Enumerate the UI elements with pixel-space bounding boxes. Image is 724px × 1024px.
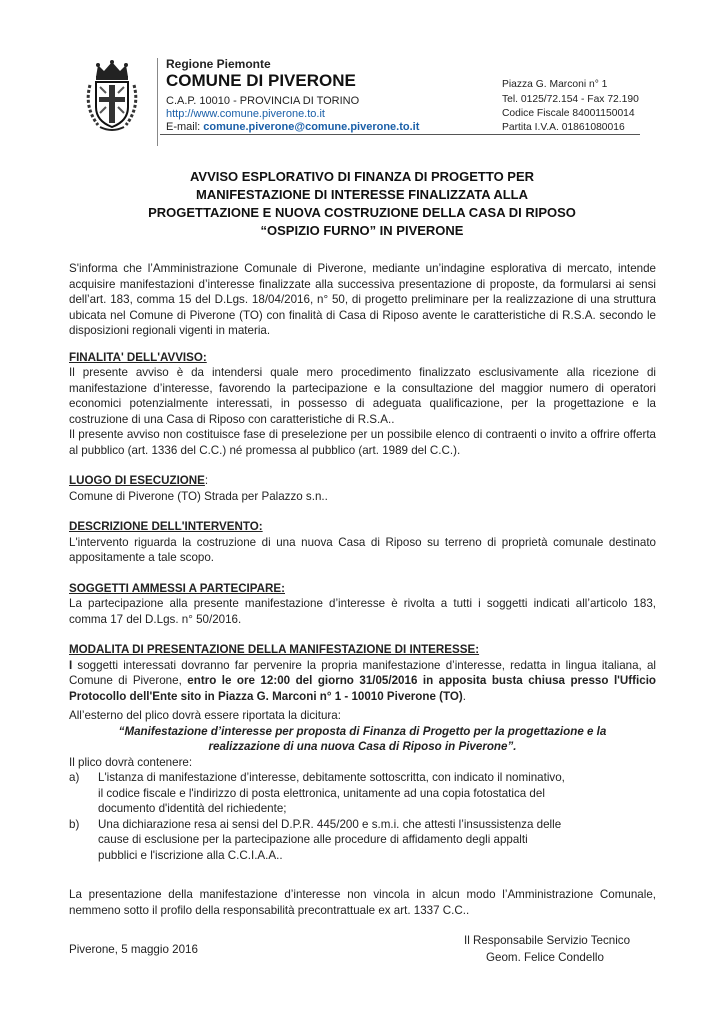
section-heading-modalita: MODALITA DI PRESENTAZIONE DELLA MANIFESTAZIONE DI INTERESSE: <box>69 643 480 656</box>
list-item-line: L'istanza di manifestazione d’interesse, debitamente sottoscritta, con indicato il nominativo, <box>98 771 565 784</box>
luogo-heading-colon: : <box>204 474 209 487</box>
modalita-deadline: entro le ore 12:00 del giorno 31/05/2016 in apposita busta chiusa presso l'Ufficio Protocollo dell'Ente sito in Piazza G. Marconi n° 1 - 10010 Piverone (TO) <box>69 674 656 703</box>
signatory-name: Geom. Felice Condello <box>486 950 604 964</box>
closing-paragraph: La presentazione della manifestazione d’interesse non vincola in alcun modo l’Amministrazione Comunale, nemmeno sotto il profilo della responsabilità precontrattuale ex art. 1337 C.C.. <box>69 888 656 917</box>
header-vertical-rule <box>157 58 158 146</box>
tax-code: Codice Fiscale 84001150014 <box>502 108 635 119</box>
envelope-wording-line: realizzazione di una nuova Casa di Riposo in Piverone”. <box>208 740 517 753</box>
email-link[interactable]: comune.piverone@comune.piverone.to.it <box>203 121 420 133</box>
email-label: E-mail: <box>166 121 204 133</box>
signature-block <box>464 933 630 966</box>
title-line: PROGETTAZIONE E NUOVA COSTRUZIONE DELLA CASA DI RIPOSO <box>148 205 576 220</box>
envelope-wording-line: “Manifestazione d’interesse per proposta di Finanza di Progetto per la progettazione e la <box>118 724 607 738</box>
soggetti-text: La partecipazione alla presente manifestazione d’interesse è rivolta a tutti i soggetti indicati all’articolo 183, comma 17 del D.Lgs. n° 50/2016. <box>69 597 656 626</box>
descrizione-text: L'intervento riguarda la costruzione di una nuova Casa di Riposo su terreno di proprietà comunale destinato appositamente a tale scopo. <box>69 535 656 564</box>
list-marker: a) <box>69 771 80 784</box>
finalita-paragraph: Il presente avviso è da intendersi quale mero procedimento finalizzato esclusivamente alla ricezione di manifestazione d’interesse, favorendo la partecipazione e la consultazione del maggior numero di operatori economici potenzialmente interessati, in possesso di adeguata qualificazione, per la progettazione e la costruzione di una Casa di Riposo con caratteristiche di R.S.A.. <box>69 366 656 426</box>
modalita-text: soggetti interessati dovranno far pervenire la propria manifestazione d’interesse, redatta in lingua italiana, al Comune di Piverone, <box>69 658 656 687</box>
modalita-text-end: . <box>462 689 466 703</box>
section-heading-soggetti: SOGGETTI AMMESSI A PARTECIPARE: <box>69 581 285 595</box>
section-heading-descrizione: DESCRIZIONE DELL'INTERVENTO: <box>69 520 263 533</box>
list-item-line: cause di esclusione per la partecipazione alle procedure di affidamento degli appalti <box>98 833 528 846</box>
place-and-date: Piverone, 5 maggio 2016 <box>69 943 198 956</box>
phone-fax: Tel. 0125/72.154 - Fax 72.190 <box>502 94 639 105</box>
intro-paragraph: S'informa che l’Amministrazione Comunale di Piverone, mediante un’indagine esplorativa di mercato, intende acquisire manifestazioni d’interesse finalizzate alla successiva presentazione di proposte, da formularsi ai sensi dell’art. 183, comma 15 del D.Lgs. 18/04/2016, n° 50, di progetto preliminare per la realizzazione di una struttura ubicata nel Comune di Piverone (TO) con finalità di Casa di Riposo avente le caratteristiche di R.S.A. secondo le disposizioni regionali vigenti in materia. <box>69 262 656 337</box>
esterno-text: All’esterno del plico dovrà essere riportata la dicitura: <box>69 709 341 722</box>
list-marker: b) <box>69 817 80 831</box>
list-item-line: documento d'identità del richiedente; <box>98 802 287 815</box>
modalita-paragraph <box>69 658 656 705</box>
title-line: MANIFESTAZIONE DI INTERESSE FINALIZZATA ALLA <box>196 187 528 202</box>
list-item-line: il codice fiscale e l'indirizzo di posta elettronica, unitamente ad una copia fotostatica del <box>98 786 545 800</box>
municipal-coat-of-arms <box>82 57 142 135</box>
envelope-wording <box>69 724 656 755</box>
postal-code-line: C.A.P. 10010 - PROVINCIA DI TORINO <box>166 95 360 107</box>
section-heading-luogo <box>69 473 656 489</box>
header-divider <box>160 134 640 135</box>
title-line: “OSPIZIO FURNO” IN PIVERONE <box>260 223 464 238</box>
document-body <box>69 261 656 958</box>
finalita-paragraph: Il presente avviso non costituisce fase di preselezione per un possibile elenco di contraenti o invito a offrire offerta al pubblico (art. 1336 del C.C.) né promessa al pubblico (art. 1989 del C.C.). <box>69 428 656 457</box>
section-heading-finalita: FINALITA' DELL'AVVISO: <box>69 350 207 364</box>
signatory-role: Il Responsabile Servizio Tecnico <box>464 934 631 947</box>
vat-number: Partita I.V.A. 01861080016 <box>502 122 625 133</box>
luogo-text: Comune di Piverone (TO) Strada per Palazzo s.n.. <box>69 489 328 503</box>
contenere-text: Il plico dovrà contenere: <box>69 755 193 769</box>
list-item-line: pubblici e l'iscrizione alla C.C.I.A.A.. <box>98 848 283 862</box>
document-title <box>60 168 664 240</box>
website-link[interactable]: http://www.comune.piverone.to.it <box>166 108 325 120</box>
luogo-heading-text: LUOGO DI ESECUZIONE <box>69 474 205 487</box>
modalita-lead: I <box>69 658 73 672</box>
list-item-line: Una dichiarazione resa ai sensi del D.P.R. 445/200 e s.m.i. che attesti l’insussistenza delle <box>98 817 562 831</box>
address: Piazza G. Marconi n° 1 <box>502 79 608 90</box>
title-line: AVVISO ESPLORATIVO DI FINANZA DI PROGETTO PER <box>189 169 535 184</box>
municipality-name: COMUNE DI PIVERONE <box>166 71 356 90</box>
region-name: Regione Piemonte <box>166 57 271 71</box>
list-item <box>69 817 656 864</box>
list-item <box>69 770 656 817</box>
email-line <box>166 121 419 134</box>
